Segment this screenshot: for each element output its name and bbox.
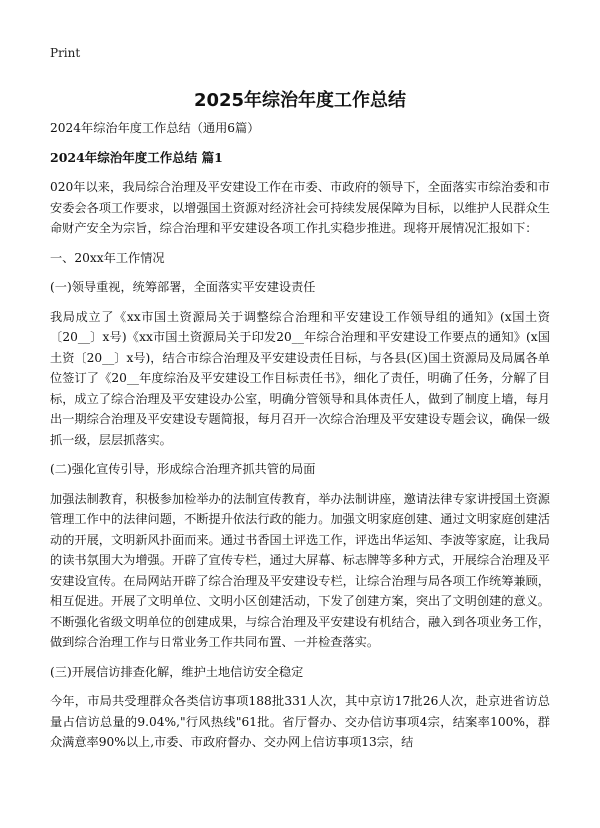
sub-heading-3: (三)开展信访排查化解，维护土地信访安全稳定 [50,664,304,679]
section-heading: 2024年综治年度工作总结 篇1 [50,149,223,165]
document-title: 2025年综治年度工作总结 [193,90,407,111]
sub-heading-2: (二)强化宣传引导，形成综合治理齐抓共管的局面 [50,462,316,476]
sub-heading-1: (一)领导重视，统筹部署，全面落实平安建设责任 [50,280,316,294]
part-heading: 一、20xx年工作情况 [50,250,165,265]
paragraph-2: 加强法制教育，积极参加检举办的法制宣传教育，举办法制讲座，邀请法律专家讲授国土资源管理工作中的法律问题，不断提升依法行政的能力。加强文明家庭创建、通过文明家庭创建活动的开展，文明新风扑面而来。通过书香国土评选工作，评选出华运知、李波等家庭，让我局的读书氛围大为增强。开辟了宣传专栏，通过大屏幕、标志牌等多种方式，开展综合治理及平安建设宣传。在局网站开辟了综合治理及平安建设专栏，让综合治理与局各项工作统筹兼顾，相互促进。开展了文明单位、文明小区创建活动，下发了创建方案，突出了文明创建的意义。不断强化省级文明单位的创建成果，与综合治理及平安建设有机结合，融入到各项业务工作，做到综合治理工作与日常业务工作共同布置、一并检查落实。 [50,491,550,649]
document-subtitle: 2024年综治年度工作总结（通用6篇） [50,121,260,135]
paragraph-3: 今年，市局共受理群众各类信访事项188批331人次，其中京访17批26人次，赴京进省访总量占信访总量的9.04%,"行风热线"61批。省厅督办、交办信访事项4宗，结案率100%，群众满意率90%以上,市委、市政府督办、交办网上信访事项13宗，结 [50,694,550,749]
print-label: Print [50,46,81,60]
intro-paragraph: 020年以来，我局综合治理及平安建设工作在市委、市政府的领导下，全面落实市综治委和市安委会各项工作要求，以增强国土资源对经济社会可持续发展保障为目标，以维护人民群众生命财产安全为宗旨，综合治理和平安建设各项工作扎实稳步推进。现将开展情况汇报如下： [50,180,550,235]
paragraph-1: 我局成立了《xx市国土资源局关于调整综合治理和平安建设工作领导组的通知》(x国土资〔20__〕x号)《xx市国土资源局关于印发20__年综合治理和平安建设工作要点的通知》(x国土资〔20__〕x号)，结合市综合治理及平安建设责任目标，与各县(区)国土资源局及局属各单位签订了《20__年度综治及平安建设工作目标责任书》，细化了责任，明确了任务，分解了目标，成立了综合治理及平安建设办公室，明确分管领导和具体责任人，做到了制度上墙，每月出一期综合治理及平安建设专题简报，每月召开一次综合治理及平安建设专题会议，确保一级抓一级，层层抓落实。 [50,309,550,447]
document-body [50,118,550,762]
